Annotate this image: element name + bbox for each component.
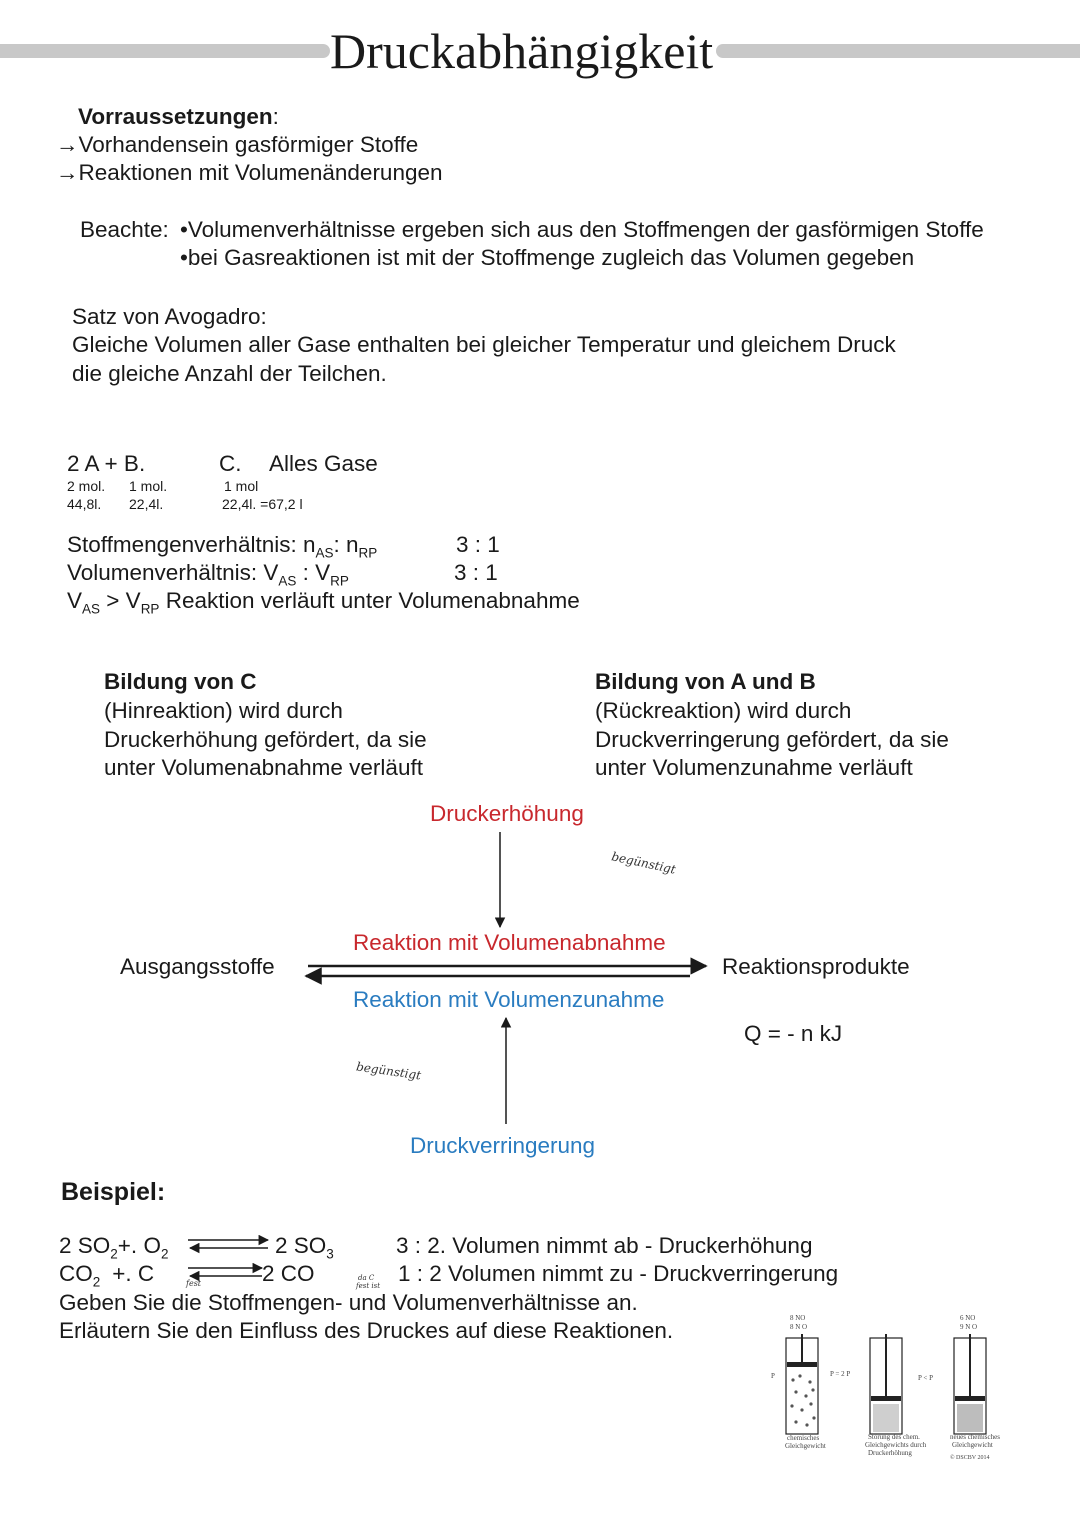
formation-c-line: unter Volumenabnahme verläuft	[104, 755, 423, 780]
prerequisite-item: →Reaktionen mit Volumenänderungen	[56, 160, 443, 185]
page-title: Druckabhängigkeit	[330, 23, 714, 79]
formation-c-line: Druckerhöhung gefördert, da sie	[104, 727, 427, 752]
favors-note-bottom: begünstigt	[355, 1059, 422, 1083]
formation-ab-line: unter Volumenzunahme verläuft	[595, 755, 913, 780]
concl-text: Reaktion verläuft unter Volumenabnahme	[159, 588, 580, 613]
vol-ratio-text: Volumenverhältnis: V	[67, 560, 279, 585]
stoff-mid: : n	[333, 532, 359, 557]
amount-c-mol: 1 mol	[224, 478, 259, 494]
avogadro-line: Gleiche Volumen aller Gase enthalten bei gleicher Temperatur und gleichem Druck	[72, 332, 896, 357]
prerequisites-heading-text: Vorraussetzungen	[78, 104, 273, 129]
solid-note: fest	[186, 1279, 202, 1288]
amount-b-vol: 22,4l.	[129, 496, 164, 512]
figure-p3: P < P	[918, 1374, 933, 1382]
stoff-sub-as: AS	[315, 545, 334, 561]
cylinder-equilibrium	[786, 1334, 818, 1434]
eq2-c: +. C	[112, 1261, 155, 1286]
products-label: Reaktionsprodukte	[722, 954, 910, 979]
concl-sub-as: AS	[82, 601, 101, 617]
task-line: Erläutern Sie den Einfluss des Druckes auf diese Reaktionen.	[59, 1318, 674, 1343]
eq2-sub1: 2	[92, 1274, 101, 1290]
cylinder-disturbed	[870, 1334, 902, 1434]
formation-c-heading: Bildung von C	[104, 669, 257, 694]
note-bullet: •Volumenverhältnisse ergeben sich aus den Stoffmengen der gasförmigen Stoffe	[180, 217, 984, 242]
eq1-sub3: 3	[326, 1246, 334, 1262]
formation-ab-heading: Bildung von A und B	[595, 669, 816, 694]
pressure-decrease-label: Druckverringerung	[410, 1133, 596, 1158]
avogadro-line: die gleiche Anzahl der Teilchen.	[72, 361, 387, 386]
concl-v: V	[67, 588, 83, 613]
amount-a-mol: 2 mol.	[67, 478, 106, 494]
caption-disturbed-2: Gleichgewichts durch	[865, 1441, 927, 1449]
reactants-label: Ausgangsstoffe	[120, 954, 275, 979]
formation-ab-line: (Rückreaktion) wird durch	[595, 698, 852, 723]
figure-label-right-2: 9 N O	[960, 1323, 978, 1331]
vol-sub-rp: RP	[330, 573, 349, 589]
stoff-ratio-value: 3 : 1	[456, 532, 500, 557]
example2-product: 2 CO	[262, 1261, 315, 1286]
figure-label-right-1: 6 NO	[960, 1314, 976, 1322]
caption-new-1: neues chemisches	[950, 1433, 1000, 1441]
figure-copyright: © DSCBV 2014	[950, 1455, 990, 1461]
eq1-so2: 2 SO	[59, 1233, 111, 1258]
task-line: Geben Sie die Stoffmengen- und Volumenverhältnisse an.	[59, 1290, 638, 1315]
concl-gt: > V	[100, 588, 141, 613]
figure-label-left-2: 8 N O	[790, 1323, 808, 1331]
eq2-co2: CO	[59, 1261, 93, 1286]
eq1-sub1: 2	[110, 1246, 118, 1262]
stoff-sub-rp: RP	[358, 545, 378, 561]
note-bullet: •bei Gasreaktionen ist mit der Stoffmenge zugleich das Volumen gegeben	[180, 245, 915, 270]
caption-equilibrium-1: chemisches	[787, 1434, 820, 1442]
prerequisite-item: →Vorhandensein gasförmiger Stoffe	[56, 132, 419, 157]
eq1-o2: +. O	[117, 1233, 161, 1258]
figure-p1: P	[771, 1372, 775, 1380]
piston-figure	[760, 1330, 1060, 1440]
formation-ab-line: Druckverringerung gefördert, da sie	[595, 727, 949, 752]
caption-disturbed-1: Störung des chem.	[868, 1433, 920, 1441]
amount-b-mol: 1 mol.	[129, 478, 168, 494]
amount-a-vol: 44,8l.	[67, 496, 102, 512]
example-heading: Beispiel:	[61, 1178, 166, 1206]
concl-sub-rp: RP	[140, 601, 160, 617]
example1-reactants	[59, 1233, 168, 1262]
example2-reactants	[59, 1261, 154, 1290]
vol-ratio-value: 3 : 1	[454, 560, 498, 585]
example2-note: 1 : 2 Volumen nimmt zu - Druckverringerung	[398, 1261, 839, 1286]
forward-reaction-label: Reaktion mit Volumenabnahme	[353, 930, 666, 955]
handnote2: fest ist	[356, 1282, 381, 1290]
reaction-right: C.	[219, 451, 242, 476]
caption-new-2: Gleichgewicht	[952, 1441, 993, 1449]
example1-product	[275, 1233, 334, 1262]
example1-note: 3 : 2. Volumen nimmt ab - Druckerhöhung	[396, 1233, 813, 1258]
reaction-left: 2 A + B.	[67, 451, 146, 476]
cylinder-new-equilibrium	[954, 1334, 986, 1434]
reaction-gas-note: Alles Gase	[269, 451, 378, 476]
prerequisites-colon: :	[272, 104, 279, 129]
vol-mid: : V	[296, 560, 331, 585]
eq1-sub2: 2	[160, 1246, 169, 1262]
note-label: Beachte:	[80, 217, 169, 242]
eq1-so3: 2 SO	[275, 1233, 327, 1258]
heat-label: Q = - n kJ	[744, 1021, 843, 1046]
amount-c-vol: 22,4l. =67,2 l	[222, 496, 303, 512]
figure-label-left-1: 8 NO	[790, 1314, 806, 1322]
caption-equilibrium-2: Gleichgewicht	[785, 1442, 826, 1450]
handnote: da C	[358, 1274, 375, 1282]
vol-sub-as: AS	[278, 573, 297, 589]
stoff-ratio-text: Stoffmengenverhältnis: n	[67, 532, 316, 557]
formation-c-line: (Hinreaktion) wird durch	[104, 698, 343, 723]
pressure-increase-label: Druckerhöhung	[430, 801, 584, 826]
backward-reaction-label: Reaktion mit Volumenzunahme	[353, 987, 665, 1012]
caption-disturbed-3: Druckerhöhung	[868, 1449, 912, 1457]
favors-note-top: begünstigt	[610, 849, 677, 877]
figure-p2: P = 2 P	[830, 1370, 851, 1378]
avogadro-heading: Satz von Avogadro:	[72, 304, 267, 329]
